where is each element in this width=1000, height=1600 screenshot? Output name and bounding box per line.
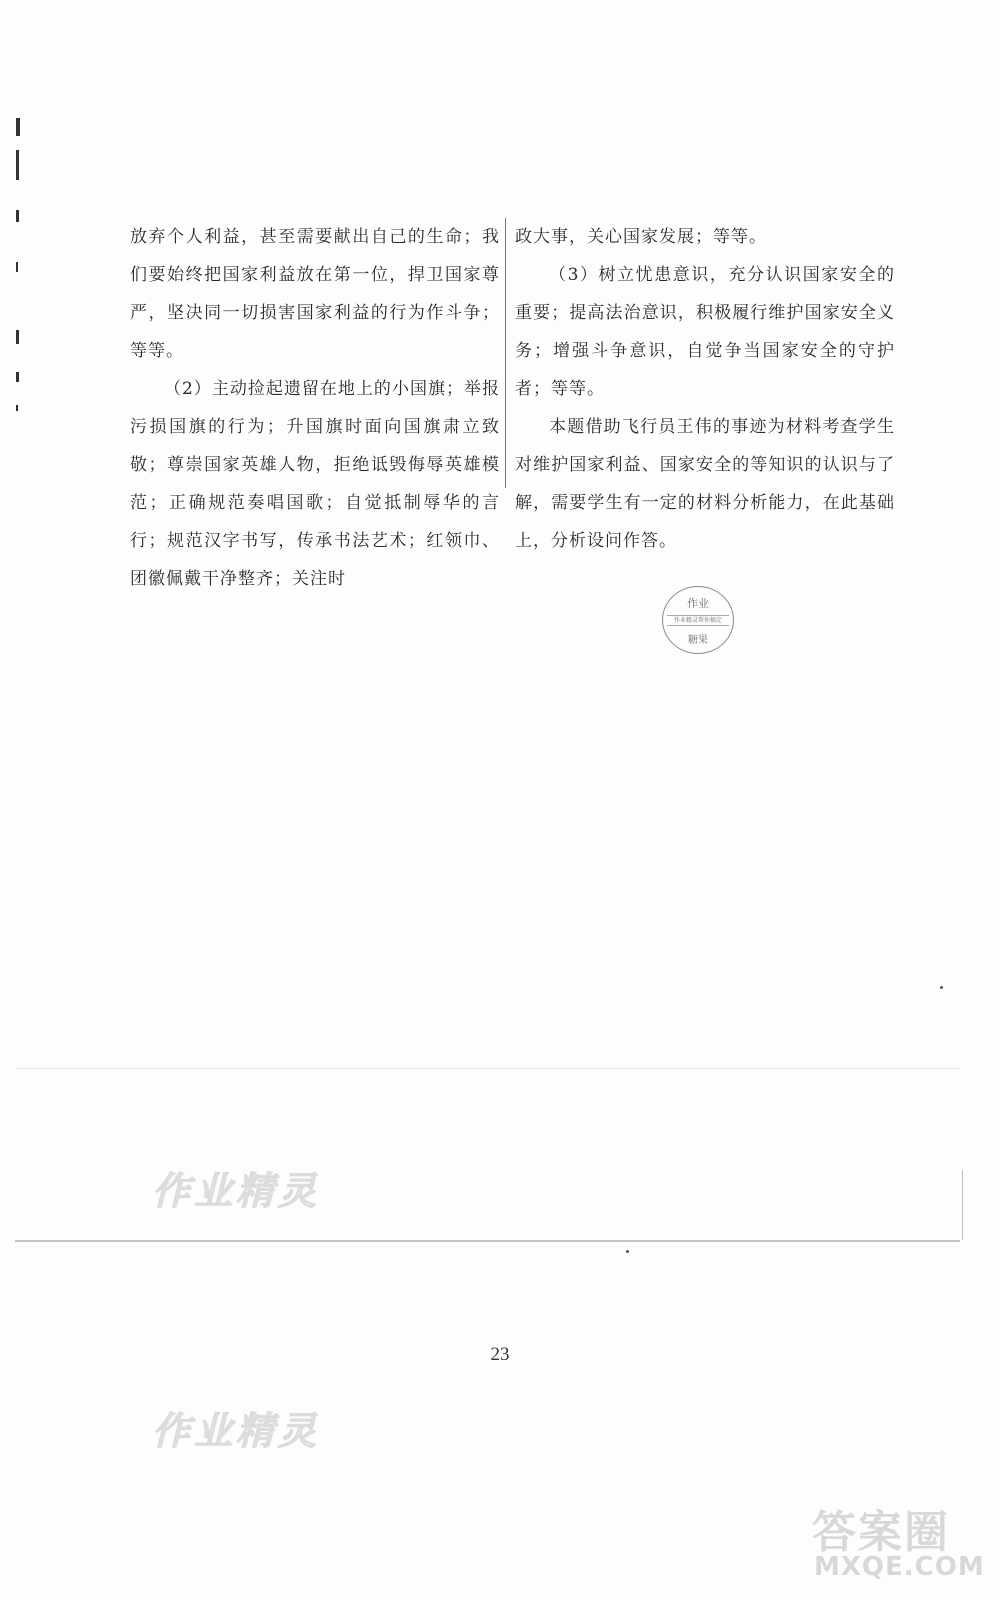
- answer-paragraph-3: （3）树立忧患意识，充分认识国家安全的重要；提高法治意识，积极履行维护国家安全义务；增强斗争意识，自觉争当国家安全的守护者；等等。: [515, 265, 895, 399]
- binding-mark: [16, 118, 20, 136]
- corner-logo-watermark: [812, 1496, 985, 1586]
- scan-line: [15, 1068, 960, 1069]
- analysis-paragraph: 本题借助飞行员王伟的事迹为材料考查学生对维护国家利益、国家安全的等知识的认识与了解，需要学生有一定的材料分析能力，在此基础上，分析设问作答。: [515, 417, 895, 551]
- stamp-line-3: 糖果: [688, 635, 708, 646]
- scan-speck: [940, 986, 943, 989]
- corner-logo-title: 答案圈: [812, 1507, 950, 1558]
- stamp-line-1: 作业: [687, 597, 709, 610]
- left-text-column: [130, 218, 500, 598]
- corner-logo-url: MXQE.COM: [814, 1552, 985, 1582]
- answer-paragraph-2-continued: 政大事，关心国家发展；等等。: [515, 227, 767, 247]
- right-text-column: [515, 218, 895, 560]
- horizontal-rule: [15, 1240, 960, 1242]
- stamp-seal: [662, 586, 734, 654]
- scan-speck: [626, 1250, 629, 1253]
- scan-edge-line: [962, 1170, 963, 1240]
- binding-mark: [16, 405, 18, 411]
- stamp-line-2: 作业精灵帮你搞定: [667, 615, 729, 626]
- column-divider: [505, 218, 506, 488]
- page-number: 23: [490, 1344, 510, 1365]
- binding-mark: [16, 372, 19, 382]
- watermark-lower: 作业精灵: [152, 1409, 321, 1453]
- binding-mark: [16, 330, 19, 344]
- binding-mark: [16, 210, 19, 222]
- binding-mark: [16, 150, 19, 180]
- answer-paragraph-1-continued: 放弃个人利益，甚至需要献出自己的生命；我们要始终把国家利益放在第一位，捍卫国家尊严，坚决同一切损害国家利益的行为作斗争；等等。: [130, 227, 500, 361]
- watermark-upper: 作业精灵: [152, 1169, 321, 1213]
- binding-mark: [16, 262, 18, 272]
- answer-paragraph-2: （2）主动捡起遗留在地上的小国旗；举报污损国旗的行为；升国旗时面向国旗肃立致敬；尊崇国家英雄人物，拒绝诋毁侮辱英雄模范；正确规范奏唱国歌；自觉抵制辱华的言行；规范汉字书写，传承书法艺术；红领巾、团徽佩戴干净整齐；关注时: [130, 379, 500, 589]
